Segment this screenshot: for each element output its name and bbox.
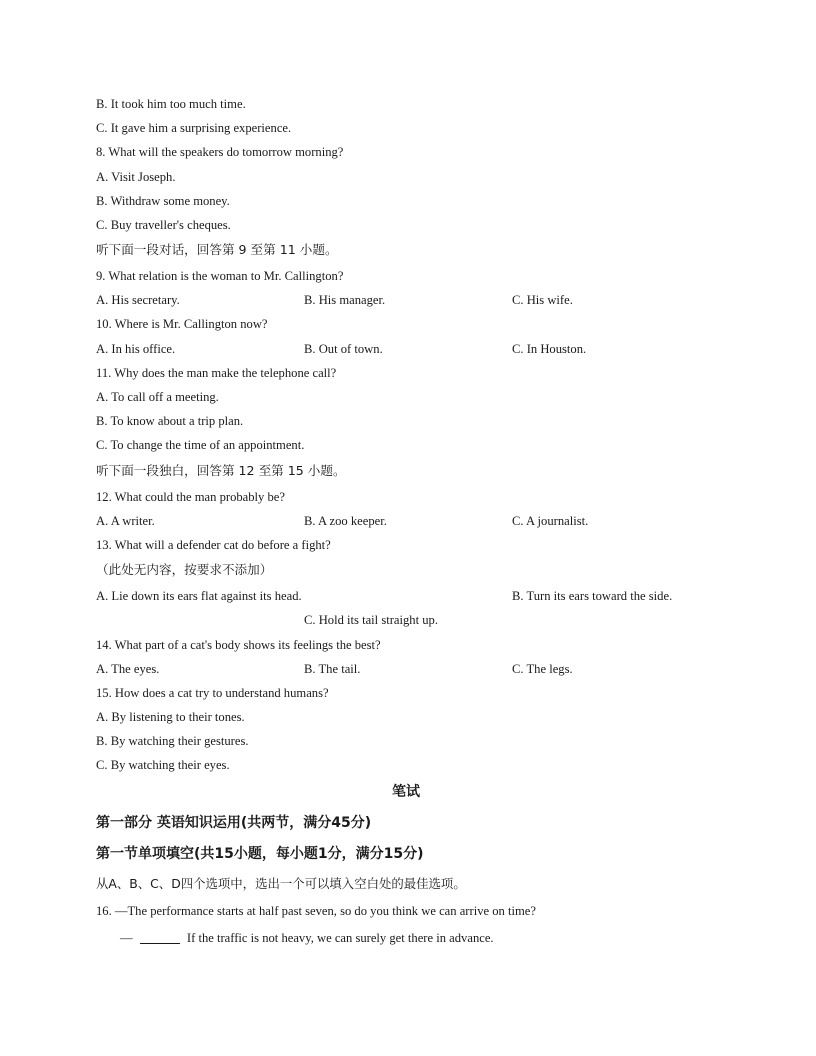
reply-dash: — xyxy=(120,931,133,945)
q7-option-b: B. It took him too much time. xyxy=(96,97,246,111)
q10-option-c: C. In Houston. xyxy=(512,342,587,356)
question-16-reply xyxy=(120,930,494,946)
answer-blank[interactable] xyxy=(140,931,180,944)
q14-option-c: C. The legs. xyxy=(512,662,573,676)
section-instruction-9-11: 听下面一段对话，回答第 9 至第 11 小题。 xyxy=(96,242,338,257)
written-test-title: 笔试 xyxy=(392,784,420,800)
reply-text: If the traffic is not heavy, we can surely get there in advance. xyxy=(186,931,494,945)
q11-option-a: A. To call off a meeting. xyxy=(96,390,219,404)
q15-option-c: C. By watching their eyes. xyxy=(96,758,230,772)
q9-option-b: B. His manager. xyxy=(304,293,386,307)
q14-option-a: A. The eyes. xyxy=(96,662,160,676)
section-instruction-12-15: 听下面一段独白，回答第 12 至第 15 小题。 xyxy=(96,463,346,478)
q10-option-b: B. Out of town. xyxy=(304,342,383,356)
instruction-text: 从A、B、C、D四个选项中，选出一个可以填入空白处的最佳选项。 xyxy=(96,876,466,891)
q13-option-b: B. Turn its ears toward the side. xyxy=(512,589,673,603)
section-one-heading: 第一节单项填空(共15小题，每小题1分，满分15分) xyxy=(96,846,424,862)
q15-option-a: A. By listening to their tones. xyxy=(96,710,245,724)
q10-option-a: A. In his office. xyxy=(96,342,176,356)
q13-note: （此处无内容，按要求不添加） xyxy=(96,562,273,577)
q13-option-c: C. Hold its tail straight up. xyxy=(304,613,438,627)
part-one-heading: 第一部分 英语知识运用(共两节，满分45分) xyxy=(96,815,372,831)
question-13: 13. What will a defender cat do before a fight? xyxy=(96,538,331,552)
question-16: 16. —The performance starts at half past seven, so do you think we can arrive on time? xyxy=(96,904,536,918)
q11-option-c: C. To change the time of an appointment. xyxy=(96,438,305,452)
q12-option-a: A. A writer. xyxy=(96,514,155,528)
q8-option-c: C. Buy traveller's cheques. xyxy=(96,218,231,232)
q8-option-b: B. Withdraw some money. xyxy=(96,194,230,208)
q11-option-b: B. To know about a trip plan. xyxy=(96,414,244,428)
question-15: 15. How does a cat try to understand humans? xyxy=(96,686,329,700)
q9-option-c: C. His wife. xyxy=(512,293,573,307)
q13-option-a: A. Lie down its ears flat against its head. xyxy=(96,589,302,603)
question-14: 14. What part of a cat's body shows its feelings the best? xyxy=(96,638,381,652)
question-8: 8. What will the speakers do tomorrow morning? xyxy=(96,145,344,159)
q8-option-a: A. Visit Joseph. xyxy=(96,170,176,184)
q7-option-c: C. It gave him a surprising experience. xyxy=(96,121,292,135)
question-12: 12. What could the man probably be? xyxy=(96,490,285,504)
question-11: 11. Why does the man make the telephone call? xyxy=(96,366,337,380)
q12-option-b: B. A zoo keeper. xyxy=(304,514,387,528)
q15-option-b: B. By watching their gestures. xyxy=(96,734,249,748)
q9-option-a: A. His secretary. xyxy=(96,293,180,307)
question-9: 9. What relation is the woman to Mr. Callington? xyxy=(96,269,344,283)
q12-option-c: C. A journalist. xyxy=(512,514,589,528)
question-10: 10. Where is Mr. Callington now? xyxy=(96,317,268,331)
q14-option-b: B. The tail. xyxy=(304,662,361,676)
